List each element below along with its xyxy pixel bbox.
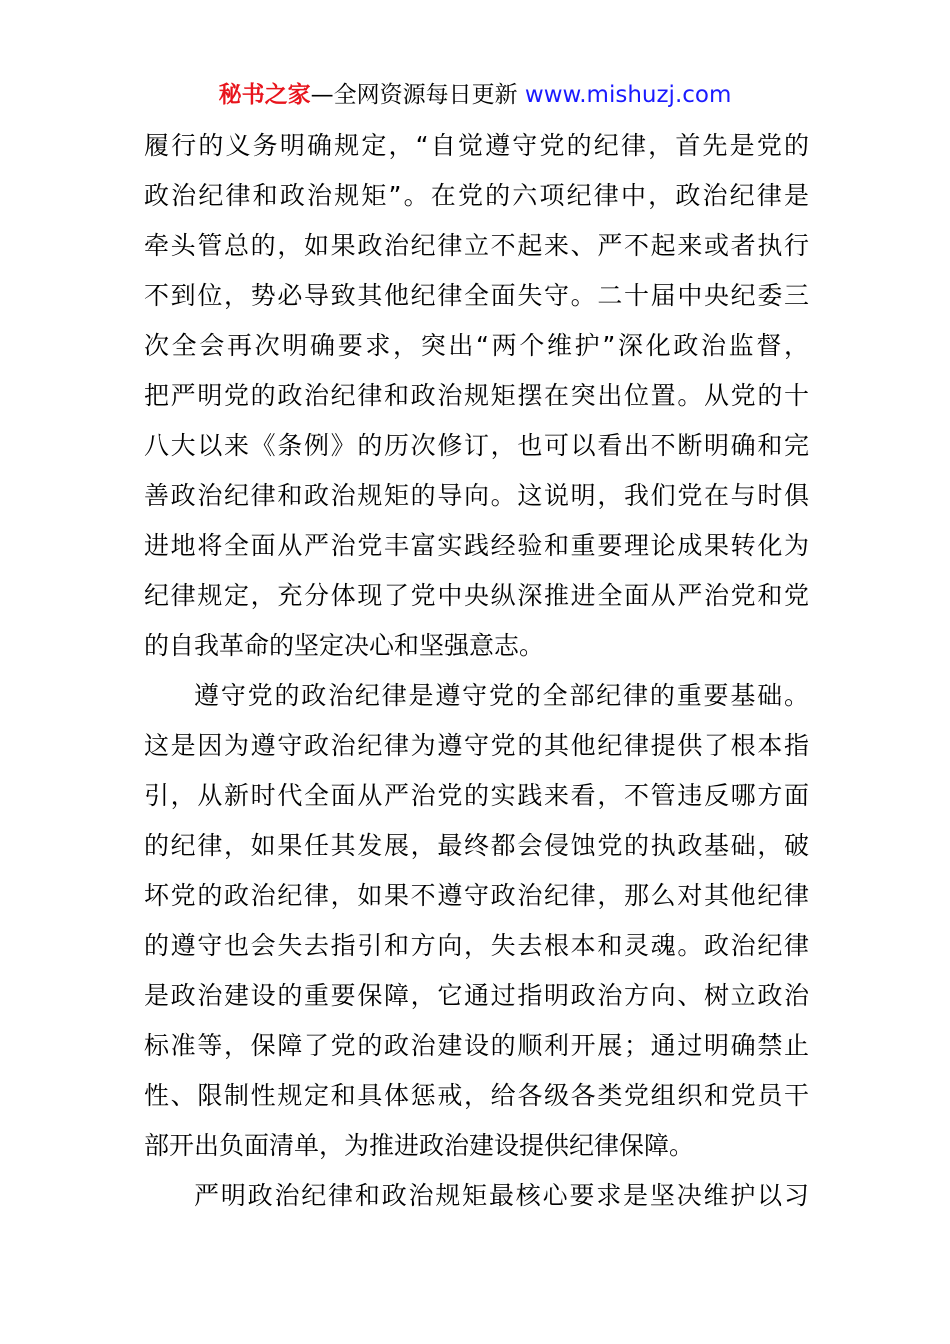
text-line: 的遵守也会失去指引和方向，失去根本和灵魂。政治纪律 — [144, 931, 809, 960]
paragraph-first-line: 严明政治纪律和政治规矩最核心要求是坚决维护以习 — [194, 1181, 809, 1210]
header-tagline: —全网资源每日更新 — [310, 82, 525, 108]
text-line: 性、限制性规定和具体惩戒，给各级各类党组织和党员干 — [144, 1081, 809, 1110]
text-line: 的纪律，如果任其发展，最终都会侵蚀党的执政基础，破 — [144, 831, 809, 860]
paragraph-first-line: 遵守党的政治纪律是遵守党的全部纪律的重要基础。 — [194, 681, 809, 710]
text-line: 善政治纪律和政治规矩的导向。这说明，我们党在与时俱 — [144, 481, 809, 510]
text-line: 进地将全面从严治党丰富实践经验和重要理论成果转化为 — [144, 531, 809, 560]
text-line: 把严明党的政治纪律和政治规矩摆在突出位置。从党的十 — [144, 381, 809, 410]
document-body — [144, 121, 809, 1221]
text-line: 部开出负面清单，为推进政治建设提供纪律保障。 — [144, 1131, 695, 1160]
text-line: 八大以来《条例》的历次修订，也可以看出不断明确和完 — [144, 431, 809, 460]
text-line: 牵头管总的，如果政治纪律立不起来、严不起来或者执行 — [144, 231, 809, 260]
text-line: 次全会再次明确要求，突出“两个维护”深化政治监督， — [144, 331, 809, 360]
text-line: 是政治建设的重要保障，它通过指明政治方向、树立政治 — [144, 981, 809, 1010]
page-header — [0, 80, 950, 110]
text-line: 政治纪律和政治规矩”。在党的六项纪律中，政治纪律是 — [144, 181, 809, 210]
text-line: 坏党的政治纪律，如果不遵守政治纪律，那么对其他纪律 — [144, 881, 809, 910]
site-url-link[interactable]: www.mishuzj.com — [524, 82, 732, 108]
text-line: 纪律规定，充分体现了党中央纵深推进全面从严治党和党 — [144, 581, 809, 610]
text-line: 标准等，保障了党的政治建设的顺利开展；通过明确禁止 — [144, 1031, 809, 1060]
brand-name: 秘书之家 — [218, 82, 311, 108]
text-line: 引，从新时代全面从严治党的实践来看，不管违反哪方面 — [144, 781, 809, 810]
text-line: 不到位，势必导致其他纪律全面失守。二十届中央纪委三 — [144, 281, 809, 310]
text-line: 履行的义务明确规定，“自觉遵守党的纪律，首先是党的 — [144, 131, 809, 160]
text-line: 的自我革命的坚定决心和坚强意志。 — [144, 631, 545, 660]
text-line: 这是因为遵守政治纪律为遵守党的其他纪律提供了根本指 — [144, 731, 809, 760]
